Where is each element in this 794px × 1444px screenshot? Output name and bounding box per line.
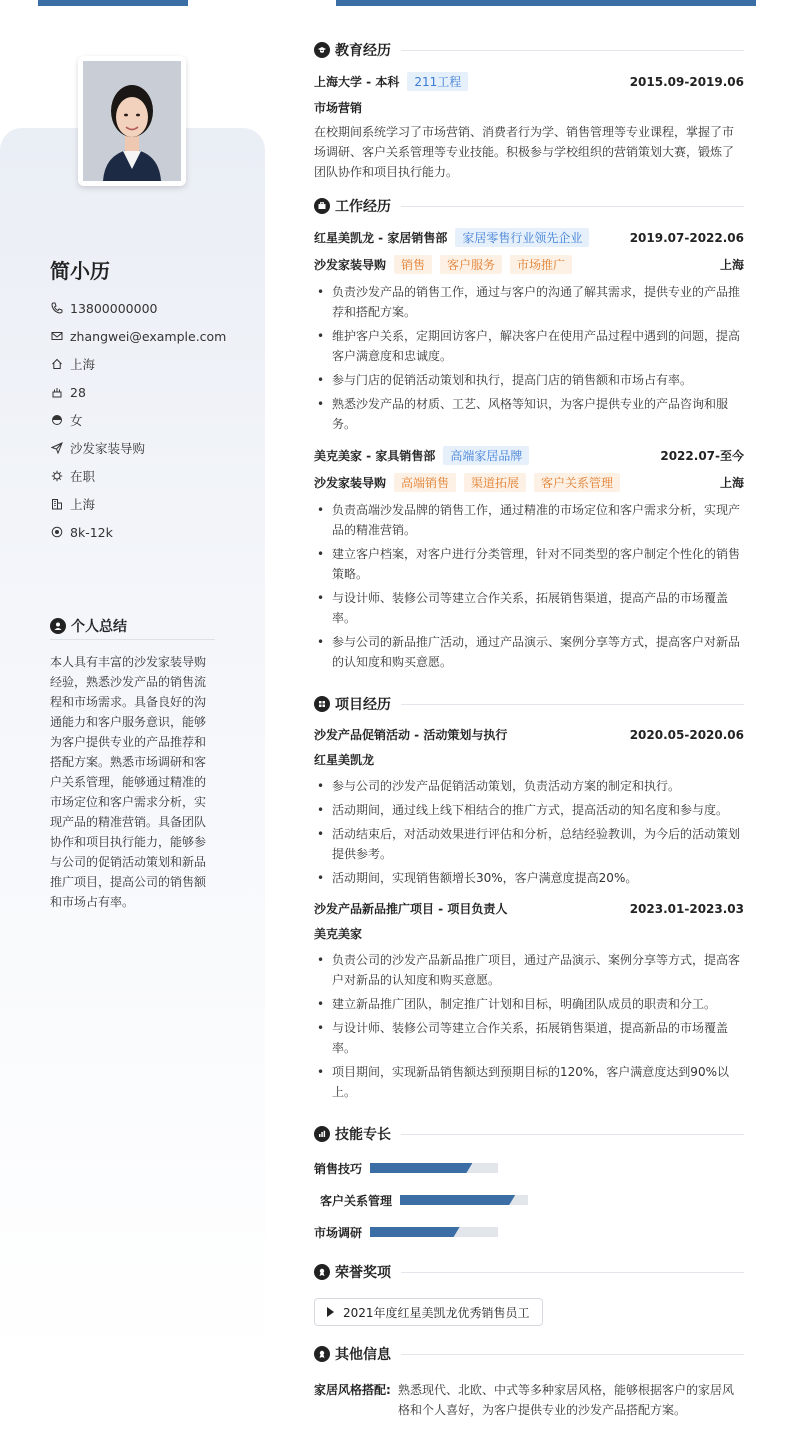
skill-bar-fill — [370, 1163, 472, 1173]
project-bullets — [314, 950, 744, 1102]
project-header-row — [314, 726, 744, 743]
info-job — [50, 434, 250, 462]
job-entry — [314, 228, 744, 434]
education-period: 2015.09-2019.06 — [629, 74, 744, 89]
list-item: • 活动期间，实现销售额增长30%，客户满意度提高20%。 — [314, 868, 744, 888]
projects-heading — [314, 690, 744, 718]
list-item: • 建立新品推广团队，制定推广计划和目标，明确团队成员的职责和分工。 — [314, 994, 744, 1014]
summary-text: 本人具有丰富的沙发家装导购经验，熟悉沙发产品的销售流程和市场需求。具备良好的沟通能力和客户服务意识，能够为客户提供专业的产品推荐和搭配方案。熟悉市场调研和客户关系管理，能够通过精准的市场定位和客户需求分析，实现产品的精准营销。具备团队协作和项目执行能力，能够参与公司的促销活动策划和新品推广项目，提高公司的销售额和市场占有率。 — [50, 655, 207, 909]
job-company-tag: 高端家居品牌 — [443, 446, 529, 465]
divider — [401, 1134, 744, 1135]
work-title: 工作经历 — [335, 199, 391, 215]
job-value: 沙发家装导购 — [70, 441, 146, 456]
job-period: 2022.07-至今 — [660, 449, 744, 463]
job-company: 美克美家 - 家具销售部 — [314, 449, 436, 463]
education-major: 市场营销 — [314, 101, 363, 115]
info-icon — [314, 1346, 330, 1362]
award-list — [314, 1298, 744, 1326]
top-accent-bar-left — [38, 0, 188, 6]
job-header-row — [314, 446, 744, 465]
award-label: 2021年度红星美凯龙优秀销售员工 — [343, 1305, 530, 1320]
city-value: 上海 — [70, 497, 96, 512]
summary-heading — [50, 616, 215, 640]
info-location — [50, 350, 250, 378]
list-item: • 活动结束后，对活动效果进行评估和分析，总结经验教训，为今后的活动策划提供参考。 — [314, 824, 744, 864]
other-row — [314, 1380, 744, 1420]
list-item: • 参与公司的新品推广活动，通过产品演示、案例分享等方式，提高客户对新品的认知度和购买意愿。 — [314, 632, 744, 672]
job-bullets — [314, 500, 744, 672]
divider — [401, 50, 744, 51]
education-row — [314, 72, 744, 91]
skill-bar — [370, 1163, 498, 1173]
info-phone — [50, 294, 250, 322]
list-item: • 项目期间，实现新品销售额达到预期目标的120%，客户满意度达到90%以上。 — [314, 1062, 744, 1102]
location-value: 上海 — [70, 357, 96, 372]
avatar-photo — [83, 61, 181, 181]
project-name: 沙发产品促销活动 - 活动策划与执行 — [314, 728, 508, 742]
info-gender — [50, 406, 250, 434]
job-skill-tag: 渠道拓展 — [464, 473, 526, 492]
cake-icon — [50, 385, 64, 399]
other-title: 其他信息 — [335, 1347, 391, 1363]
gender-value: 女 — [70, 413, 83, 428]
skill-grid — [314, 1152, 744, 1248]
info-city — [50, 490, 250, 518]
top-accent-bar-right — [336, 0, 756, 6]
skill-name: 市场调研 — [314, 1225, 363, 1240]
phone-icon — [50, 301, 64, 315]
job-company-tag: 家居零售行业领先企业 — [455, 228, 589, 247]
info-status — [50, 462, 250, 490]
list-item: • 负责公司的沙发产品新品推广项目，通过产品演示、案例分享等方式，提高客户对新品的认知度和购买意愿。 — [314, 950, 744, 990]
info-age — [50, 378, 250, 406]
avatar — [78, 56, 186, 186]
status-icon — [50, 469, 64, 483]
job-bullets — [314, 282, 744, 434]
send-icon — [50, 441, 64, 455]
job-city: 上海 — [719, 476, 744, 490]
project-org: 红星美凯龙 — [314, 753, 375, 767]
education-tag: 211工程 — [407, 72, 468, 91]
project-period: 2023.01-2023.03 — [629, 901, 744, 916]
job-skill-tag: 市场推广 — [510, 255, 572, 274]
main-content — [314, 36, 744, 1420]
education-title: 教育经历 — [335, 43, 391, 59]
education-desc: 在校期间系统学习了市场营销、消费者行为学、销售管理等专业课程，掌握了市场调研、客户关系管理等专业技能。积极参与学校组织的营销策划大赛，锻炼了团队协作和项目执行能力。 — [314, 125, 735, 179]
list-item: • 维护客户关系，定期回访客户，解决客户在使用产品过程中遇到的问题，提高客户满意度和忠诚度。 — [314, 326, 744, 366]
education-major-row — [314, 99, 744, 116]
job-period: 2019.07-2022.06 — [629, 230, 744, 245]
info-email — [50, 322, 250, 350]
status-value: 在职 — [70, 469, 96, 484]
other-key: 家居风格搭配: — [314, 1383, 391, 1397]
job-city: 上海 — [719, 258, 744, 272]
awards-title: 荣誉奖项 — [335, 1265, 391, 1281]
skill-name: 销售技巧 — [314, 1161, 363, 1176]
user-icon — [50, 618, 66, 634]
education-heading — [314, 36, 744, 64]
list-item: • 负责高端沙发品牌的销售工作，通过精准的市场定位和客户需求分析，实现产品的精准营销。 — [314, 500, 744, 540]
other-heading — [314, 1340, 744, 1368]
contact-info-list — [50, 294, 250, 546]
skill-item — [314, 1216, 529, 1248]
phone-value: 13800000000 — [70, 300, 158, 316]
list-item: • 熟悉沙发产品的材质、工艺、风格等知识，为客户提供专业的产品咨询和服务。 — [314, 394, 744, 434]
mail-icon — [50, 329, 64, 343]
education-school: 上海大学 - 本科 — [314, 75, 400, 89]
divider — [401, 704, 744, 705]
divider — [401, 1354, 744, 1355]
job-skill-tag: 高端销售 — [394, 473, 456, 492]
award-item — [314, 1298, 543, 1326]
skills-heading — [314, 1120, 744, 1148]
email-value: zhangwei@example.com — [70, 328, 227, 344]
skill-item — [314, 1152, 529, 1184]
skill-item — [320, 1184, 535, 1216]
job-role: 沙发家装导购 — [314, 476, 387, 490]
job-skill-tag: 销售 — [394, 255, 432, 274]
salary-value: 8k-12k — [70, 524, 113, 540]
briefcase-icon — [314, 198, 330, 214]
projects-title: 项目经历 — [335, 697, 391, 713]
home-icon — [50, 357, 64, 371]
building-icon — [50, 497, 64, 511]
skill-name: 客户关系管理 — [320, 1193, 393, 1208]
awards-heading — [314, 1258, 744, 1286]
list-item: • 与设计师、装修公司等建立合作关系，拓展销售渠道，提高产品的市场覆盖率。 — [314, 588, 744, 628]
list-item: • 活动期间，通过线上线下相结合的推广方式，提高活动的知名度和参与度。 — [314, 800, 744, 820]
job-skill-tag: 客户关系管理 — [534, 473, 620, 492]
list-item: • 参与公司的沙发产品促销活动策划，负责活动方案的制定和执行。 — [314, 776, 744, 796]
job-entry — [314, 446, 744, 672]
gender-icon — [50, 413, 64, 427]
job-role-row — [314, 473, 744, 492]
list-item: • 建立客户档案，对客户进行分类管理，针对不同类型的客户制定个性化的销售策略。 — [314, 544, 744, 584]
medal-icon — [314, 1264, 330, 1280]
play-icon — [327, 1307, 334, 1317]
skill-bar — [370, 1227, 498, 1237]
job-skill-tag: 客户服务 — [440, 255, 502, 274]
skill-bar-fill — [400, 1195, 515, 1205]
list-item: • 负责沙发产品的销售工作，通过与客户的沟通了解其需求，提供专业的产品推荐和搭配方案。 — [314, 282, 744, 322]
bar-chart-icon — [314, 1126, 330, 1142]
divider — [401, 1272, 744, 1273]
divider — [401, 206, 744, 207]
target-icon — [50, 525, 64, 539]
project-name: 沙发产品新品推广项目 - 项目负责人 — [314, 902, 508, 916]
project-header-row — [314, 900, 744, 917]
job-role: 沙发家装导购 — [314, 258, 387, 272]
list-item: • 参与门店的促销活动策划和执行，提高门店的销售额和市场占有率。 — [314, 370, 744, 390]
skills-title: 技能专长 — [335, 1127, 391, 1143]
skill-bar — [400, 1195, 528, 1205]
grid-icon — [314, 696, 330, 712]
job-role-row — [314, 255, 744, 274]
list-item: • 与设计师、装修公司等建立合作关系，拓展销售渠道，提高新品的市场覆盖率。 — [314, 1018, 744, 1058]
work-heading — [314, 192, 744, 220]
project-bullets — [314, 776, 744, 888]
graduation-cap-icon — [314, 42, 330, 58]
other-value: 熟悉现代、北欧、中式等多种家居风格，能够根据客户的家居风格和个人喜好，为客户提供专业的沙发产品搭配方案。 — [398, 1383, 735, 1417]
project-period: 2020.05-2020.06 — [629, 727, 744, 742]
skill-bar-fill — [370, 1227, 460, 1237]
job-company: 红星美凯龙 - 家居销售部 — [314, 231, 448, 245]
project-entry — [314, 726, 744, 888]
project-entry — [314, 900, 744, 1102]
job-header-row — [314, 228, 744, 247]
candidate-name: 简小历 — [50, 259, 110, 283]
info-salary — [50, 518, 250, 546]
project-org-row — [314, 925, 744, 942]
project-org-row — [314, 751, 744, 768]
age-value: 28 — [70, 384, 86, 400]
project-org: 美克美家 — [314, 927, 363, 941]
summary-title: 个人总结 — [71, 618, 127, 635]
